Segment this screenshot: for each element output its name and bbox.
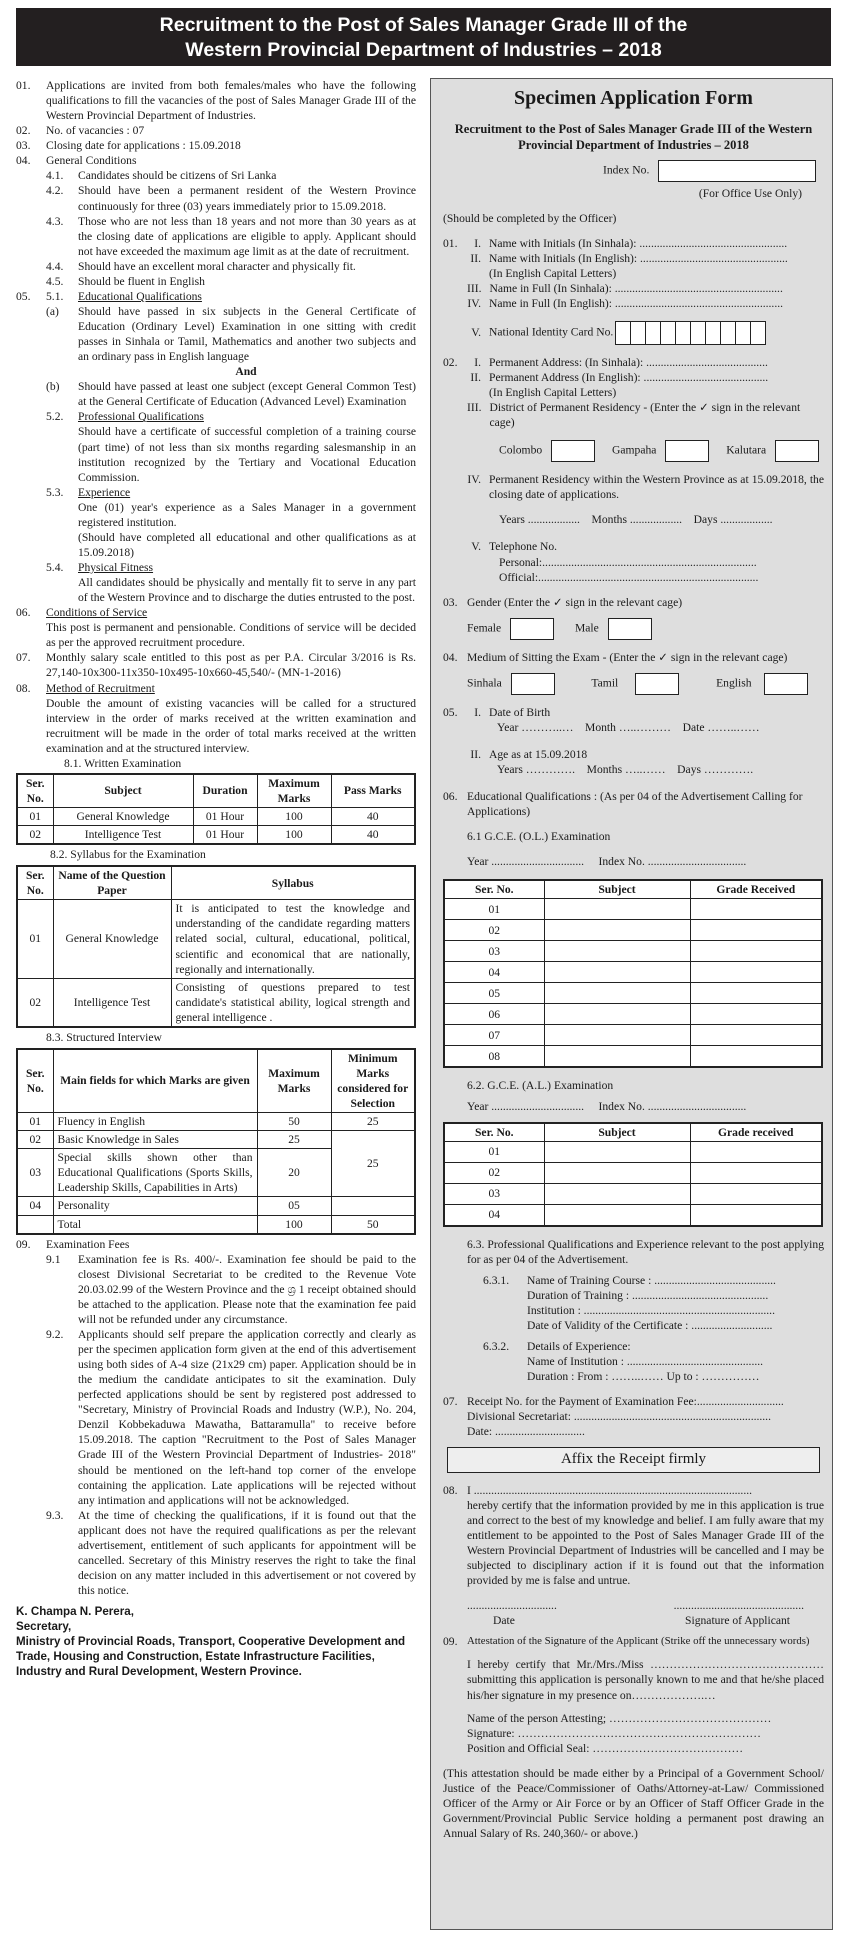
colombo-checkbox[interactable] <box>551 440 595 462</box>
table-row: 01 General Knowledge It is anticipated to test the knowledge and understanding of the candidate regarding matters related social, cultural, educational, political, scientific and economical that are nationally, regionally and internationally. <box>17 900 415 978</box>
interview-label: 8.3. Structured Interview <box>46 1030 162 1044</box>
officer-note: (Should be completed by the Officer) <box>443 211 617 225</box>
notice-column <box>16 78 416 1679</box>
kalutara-checkbox[interactable] <box>775 440 819 462</box>
section-03-gender: 03. Gender (Enter the ✓ sign in the relevant cage) Female Male <box>443 595 824 640</box>
affix-receipt-box: Affix the Receipt firmly <box>447 1447 820 1473</box>
condition-4-3: 4.3. Those who are not less than 18 years and not more than 30 years as at the closing date of applications are eligible to apply. Applicant should not have exceeded the maximum age limit as at the date of recruitment. <box>46 214 416 258</box>
attestation-note: (This attestation should be made either by a Principal of a Government School/ Justice of the Peace/Commissioner of Oaths/Attorney-at-Law/ Commissioned Officer of the Army or Air Force or by an Officer of Staff Officer Grade in the Government/Provincial Public Service holding a permanent post drawing an Annual Salary of Rs. 240,360/- or above.) <box>443 1766 824 1840</box>
al-results-table: Ser. No. Subject Grade received 01 02 03 04 <box>443 1122 823 1227</box>
sinhala-checkbox[interactable] <box>511 673 555 695</box>
ol-results-table: Ser. No. Subject Grade Received 01 02 03 04 05 06 07 08 <box>443 879 823 1068</box>
form-subtitle: Recruitment to the Post of Sales Manager Grade III of the Western Provincial Department of Industries – 2018 <box>454 122 813 153</box>
secretary-title: Secretary, <box>16 1620 72 1634</box>
interview-table: Ser. No. Main fields for which Marks are given Maximum Marks Minimum Marks considered for Selection 01 Fluency in English 50 25 02 Basic Knowledge in Sales 25 25 03 Special skills shown other than Educational Qualifications (Sports Skills, Leadership Skills, Capabilities in Arts) 20 04 Personality 05 Total 100 50 <box>16 1048 416 1235</box>
table-row: 06 <box>444 1004 822 1025</box>
table-row: 04 Personality 05 <box>17 1197 415 1215</box>
female-checkbox[interactable] <box>510 618 554 640</box>
education-a: (a) Should have passed in six subjects in the General Certificate of Education (Ordinary Level) Examination in one sitting with credit passes in Sinhala or Tamil, Mathematics and another two subjects and an ordinary pass in English language <box>46 304 416 364</box>
section-5-2: 5.2. Professional Qualifications <box>46 410 204 424</box>
condition-4-1: 4.1. Candidates should be citizens of Sri Lanka <box>46 169 277 183</box>
gampaha-checkbox[interactable] <box>665 440 709 462</box>
section-5-3: 5.3. Experience <box>46 485 131 499</box>
secretary-name: K. Champa N. Perera, <box>16 1605 134 1619</box>
syllabus-label: 8.2. Syllabus for the Examination <box>50 848 206 862</box>
table-row: 08 <box>444 1046 822 1067</box>
section-04-medium: 04. Medium of Sitting the Exam - (Enter the ✓ sign in the relevant cage) Sinhala Tamil English <box>443 650 824 695</box>
header-title-line1: Recruitment to the Post of Sales Manager Grade III of the <box>159 14 688 36</box>
table-row: 02 Intelligence Test 01 Hour 100 40 <box>17 826 415 845</box>
index-no-row: Index No. <box>443 160 824 182</box>
table-row: 01 Fluency in English 50 25 <box>17 1113 415 1131</box>
male-checkbox[interactable] <box>608 618 652 640</box>
fee-9-3: 9.3. At the time of checking the qualifications, if it is found out that the applicant does not have the required qualifications as per the relevant advertisement, entitlement of such applicants for appointment will be cancelled. Secretary of this Ministry reserves the right to take the final decision on any matter included in this advertisement or not covered by this notice. <box>46 1508 416 1597</box>
method-of-recruitment-text: Double the amount of existing vacancies will be called for a structured interview in the order of marks received at the written examination and recruitment will be made in the order of total marks received at the written examination and at the structured interview. <box>46 696 416 755</box>
section-5-4: 5.4. Physical Fitness <box>46 561 154 574</box>
section-02: 02. No. of vacancies : 07 <box>16 124 145 138</box>
table-row: 02 Intelligence Test Consisting of questions prepared to test candidate's statistical ability, logical strength and general intelligence . <box>17 978 415 1027</box>
condition-4-5: 4.5. Should be fluent in English <box>46 274 205 288</box>
table-row-total: Total 100 50 <box>17 1215 415 1234</box>
header-banner <box>16 8 831 66</box>
physical-fitness-text: All candidates should be physically and mentally fit to serve in any part of the Western Province and to discharge the duties entrusted to the post. <box>78 576 416 605</box>
written-exam-label: 8.1. Written Examination <box>64 756 182 770</box>
fee-9-2: 9.2. Applicants should self prepare the application correctly and clearly as per the specimen application form given at the end of this advertisement using both sides of A-4 size (21x29 cm) paper. Application should be in the medium the candidate anticipates to sit the examination. Duly perfected applications should be sent by registered post addressed to "Secretary, Ministry of Provincial Roads and Industry (W.P.), No. 204, Denzil Kobbekaduwa Mawatha, Battaramulla" to receive before 15.09.2018. The caption "Recruitment to the Post of Sales Manager Grade III of the Western Provincial Department of Industries- 2018" should be mentioned on the left-hand top corner of the envelope containing the application. Late applications will be rejected without any intimation and applications will not be acknowledged. <box>46 1327 416 1507</box>
section-08-declaration: 08. I ................................................................................................ hereby certify that the information provided by me in this application is true and correct to the best of my knowledge and belief. I am fully aware that my entitlement to be appointed to the Post of Sales Manager Grade III of the Western Provincial Department of Industries will be cancelled and I may be subjected to disciplinary action if it is found out that the information provided by me is false and untrue. ............................... ............................................. Date Signature of Applicant <box>443 1483 824 1628</box>
ministry-name: Ministry of Provincial Roads, Transport, Cooperative Development and Trade, Housing and Construction, Estate Infrastructure Facilities, Industry and Rural Development, Western Province. <box>16 1635 406 1679</box>
section-07: 07. Monthly salary scale entitled to this post as per P.A. Circular 3/2016 is Rs. 27,140-10x300-11x350-10x495-10x660-45,540/- (MN-1-2016) <box>16 651 416 680</box>
table-row: 07 <box>444 1025 822 1046</box>
table-row: 02 <box>444 1163 822 1184</box>
table-row: 03 <box>444 941 822 962</box>
table-row: 04 <box>444 1205 822 1226</box>
condition-4-2: 4.2. Should have been a permanent resident of the Western Province continuously for three (03) years immediately prior to 15.09.2018. <box>46 184 416 213</box>
nic-number-field[interactable] <box>616 321 766 345</box>
header-title-line2: Western Provincial Department of Industries – 2018 <box>185 39 662 62</box>
application-form <box>430 78 833 1930</box>
section-05-age: 05. I. Date of Birth Year ………..… Month …..……… Date ……..…… II. Age as at 15.09.2018 Years …………. Months …..…… Days …………. <box>443 705 760 776</box>
section-04: 04. General Conditions <box>16 154 137 168</box>
section-08: 08. Method of Recruitment <box>16 681 155 695</box>
table-row: 01 <box>444 1142 822 1163</box>
section-07-receipt: 07. Receipt No. for the Payment of Examination Fee:.............................. Divisional Secretariat: .................................................................... Date: ............................... <box>443 1395 784 1439</box>
table-row: 01 <box>444 899 822 920</box>
section-09: 09. Examination Fees <box>16 1237 130 1251</box>
experience-text: One (01) year's experience as a Sales Manager in a government registered institution. <box>78 500 416 529</box>
section-09-attestation: 09. Attestation of the Signature of the Applicant (Strike off the unnecessary words) I hereby certify that Mr./Mrs./Miss ……………………………………… submitting this application is personally known to me and that he/she placed his/her signature in my presence on……………….… Name of the person Attesting; …………………………………… Signature: ……………………………………………………… Position and Official Seal: ………………………………… (This attestation should be made either by a Principal of a Government School/ Justice of the Peace/Commissioner of Oaths/Attorney-at-Law/ Commissioned Officer of the Army or Air Force or by an Officer of Staff Officer Grade in the Government/Provincial Public Service holding a permanent post drawing an Annual Salary of Rs. 240,360/- or above.) <box>443 1635 824 1840</box>
table-row: 01 General Knowledge 01 Hour 100 40 <box>17 808 415 826</box>
section-06-education: 06. Educational Qualifications : (As per 04 of the Advertisement Calling for Applications) 6.1 G.C.E. (O.L.) Examination Year ................................ Index No. .................................. Ser. No. Subject Grade Received 01 02 03 04 05 06 07 08 6.2. G.C.E. (A.L.) Examination Year ................................ Index No. .................................. Ser. No. Subject Grade received 01 02 03 04 6.3. Professional Qualifications and Experience relevant to the post applying for as per 04 of the Advertisement. 6.3.1. Name of Training Course : .......................................... Duration of Training : ............................................... Institution : .................................................................. Date of Validity of the Certificate : ............................ 6.3.2. Details of Experience: Name of Institution : ............................................... Duration : From : ……..…… Up to : …………… <box>443 790 824 1383</box>
written-exam-table: Ser. No. Subject Duration Maximum Marks Pass Marks 01 General Knowledge 01 Hour 100 40 02 Intelligence Test 01 Hour 100 40 <box>16 773 416 845</box>
section-01-names: 01. I. Name with Initials (In Sinhala): ................................................... II. Name with Initials (In English): ................................................... (In English Capital Letters) III. Name in Full (In Sinhala): .......................................................... IV. Name in Full (In English): .......................................................... V. National Identity Card No. <box>443 236 824 345</box>
index-no-field[interactable] <box>658 160 816 182</box>
syllabus-table: Ser. No. Name of the Question Paper Syllabus 01 General Knowledge It is anticipated to test the knowledge and understanding of the candidate regarding matters related social, cultural, educational, political, scientific and economical that are nationally, regionally and internationally. 02 Intelligence Test Consisting of questions prepared to test candidate's statistical ability, logical strength and general intelligence . <box>16 865 416 1028</box>
form-title: Specimen Application Form <box>514 87 753 109</box>
conditions-of-service-text: This post is permanent and pensionable. Conditions of service will be decided as per the approved recruitment procedure. <box>46 621 416 650</box>
condition-4-4: 4.4. Should have an excellent moral character and physically fit. <box>46 259 356 273</box>
section-01: 01. Applications are invited from both females/males who have the following qualifications to fill the vacancies of the post of Sales Manager Grade III of the Western Provincial Department of Industries. <box>16 79 416 123</box>
table-row: 03 Special skills shown other than Educational Qualifications (Sports Skills, Leadership Skills, Capabilities in Arts) 20 <box>17 1149 415 1197</box>
table-row: 04 <box>444 962 822 983</box>
table-row: 03 <box>444 1184 822 1205</box>
table-row: 05 <box>444 983 822 1004</box>
professional-qualifications-text: Should have a certificate of successful completion of a training course (part time) of not less than six months regarding salesmanship in an institution recognized by the Tertiary and Vocational Education Commission. <box>78 425 416 484</box>
section-03: 03. Closing date for applications : 15.09.2018 <box>16 139 241 153</box>
english-checkbox[interactable] <box>764 673 808 695</box>
table-row: 02 Basic Knowledge in Sales 25 25 <box>17 1131 415 1149</box>
office-use-note: (For Office Use Only) <box>698 186 802 200</box>
and-label: And <box>235 365 257 379</box>
section-02-address: 02. I. Permanent Address: (In Sinhala): .......................................... II. Permanent Address (In English): ........................................... (In English Capital Letters) III. District of Permanent Residency - (Enter the ✓ sign in the relevant cage) Colombo Gampaha Kalutara IV. Permanent Residency within the Western Province as at 15.09.2018, the closing date of applications. Years .................. Months .................. Days .................. V. Telephone No. Personal:.......................................................................... Official:............................................................................ <box>443 355 824 584</box>
tamil-checkbox[interactable] <box>635 673 679 695</box>
fee-9-1: 9.1 Examination fee is Rs. 400/-. Examination fee should be paid to the closest Divisional Secretariat to be credited to the Revenue Vote 20.03.02.99 of the Western Province and the ශ්‍ර 1 receipt obtained should be attached to the application. Please note that the examination fee paid will not be refunded under any circumstance. <box>46 1252 416 1326</box>
residency-duration: Years .................. Months .................. Days .................. <box>499 513 773 527</box>
experience-note: (Should have completed all educational and other qualifications as at 15.09.2018) <box>78 530 416 559</box>
section-06: 06. Conditions of Service <box>16 606 148 620</box>
signature-block <box>16 1604 416 1679</box>
section-05: 05. 5.1. Educational Qualifications <box>16 289 202 303</box>
district-options: Colombo Gampaha Kalutara <box>443 440 824 462</box>
education-b: (b) Should have passed at least one subject (except General Common Test) at the General Certificate of Education (Advanced Level) Examination <box>46 380 416 409</box>
table-row: 02 <box>444 920 822 941</box>
